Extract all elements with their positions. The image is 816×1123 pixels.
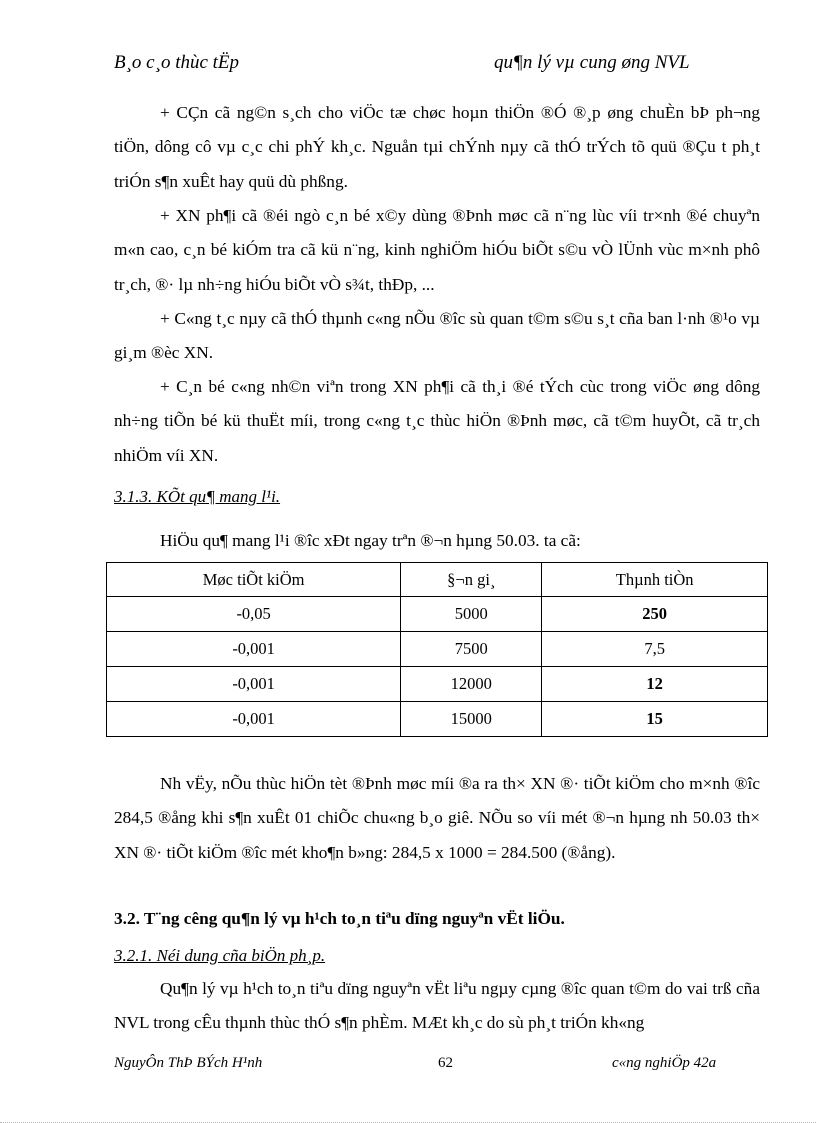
table-cell: -0,05 <box>107 597 401 632</box>
paragraph-management: Qu¶n lý vµ h¹ch to¸n tiªu dïng nguyªn vËt liªu ngµy cµng ®îc quan t©m do vai trß cña NVL trong cÊu thµnh thùc thÓ s¶n phÈm. MÆt kh¸c do sù ph¸t triÓn kh«ng <box>114 979 760 1033</box>
paragraph-leadership: + C«ng t¸c nµy cã thÓ thµnh c«ng nÕu ®îc sù quan t©m s©u s¸t cña ban l·nh ®¹o vµ gi¸m ®èc XN. <box>114 309 760 363</box>
table-cell: 7,5 <box>542 632 768 667</box>
table-cell: 15 <box>542 702 768 737</box>
table-header-row <box>107 563 768 597</box>
section-heading-3-1-3: 3.1.3. KÕt qu¶ mang l¹i. <box>114 487 281 506</box>
table-header-cell: Thµnh tiÒn <box>542 563 768 597</box>
table-cell: 250 <box>542 597 768 632</box>
table-row <box>107 702 768 737</box>
table-cell: 5000 <box>401 597 542 632</box>
table-row <box>107 597 768 632</box>
page-number: 62 <box>438 1055 453 1071</box>
header-left: B¸o c¸o thùc tËp <box>114 52 240 73</box>
header-right: qu¶n lý vµ cung øng NVL <box>494 52 690 73</box>
table-cell: 12 <box>542 667 768 702</box>
table-cell: 7500 <box>401 632 542 667</box>
table-row <box>107 632 768 667</box>
footer-class: c«ng nghiÖp 42a <box>612 1055 717 1071</box>
savings-table <box>106 562 768 737</box>
table-row <box>107 667 768 702</box>
table-cell: -0,001 <box>107 632 401 667</box>
table-header-cell: §¬n gi¸ <box>401 563 542 597</box>
paragraph-employees: + C¸n bé c«ng nh©n viªn trong XN ph¶i cã th¸i ®é tÝch cùc trong viÖc øng dông nh÷ng tiÕn bé kü thuËt míi, trong c«ng t¸c thùc hiÖn ®Þnh møc, cã t©m huyÕt, cã tr¸ch nhiÖm víi XN. <box>114 377 760 465</box>
table-header-cell: Møc tiÕt kiÖm <box>107 563 401 597</box>
paragraph-result: Nh vËy, nÕu thùc hiÖn tèt ®Þnh møc míi ®a ra th× XN ®· tiÕt kiÖm cho m×nh ®îc 284,5 ®ång khi s¶n xuÊt 01 chiÕc chu«ng b¸o giê. NÕu so víi mét ®¬n hµng nh 50.03 th× XN ®· tiÕt kiÖm ®îc mét kho¶n b»ng: 284,5 x 1000 = 284.500 (®ång). <box>114 774 760 862</box>
paragraph-intro: HiÖu qu¶ mang l¹i ®îc xÐt ngay trªn ®¬n hµng 50.03. ta cã: <box>160 531 581 550</box>
section-heading-3-2-1: 3.2.1. Néi dung cña biÖn ph¸p. <box>114 946 326 965</box>
table-cell: 15000 <box>401 702 542 737</box>
table-cell: -0,001 <box>107 702 401 737</box>
table-cell: -0,001 <box>107 667 401 702</box>
section-heading-3-2: 3.2. T¨ng cêng qu¶n lý vµ h¹ch to¸n tiªu dïng nguyªn vËt liÖu. <box>114 909 565 928</box>
footer-author: NguyÔn ThÞ BÝch H¹nh <box>114 1055 263 1071</box>
table-cell: 12000 <box>401 667 542 702</box>
paragraph-staff: + XN ph¶i cã ®éi ngò c¸n bé x©y dùng ®Þnh møc cã n¨ng lùc víi tr×nh ®é chuyªn m«n cao, c¸n bé kiÓm tra cã kü n¨ng, kinh nghiÖm hiÓu biÕt s©u vÒ lÜnh vùc m×nh phô tr¸ch, ®· lµ nh÷ng hiÓu biÕt vÒ s¾t, thÐp, ... <box>114 206 760 294</box>
paragraph-budget: + CÇn cã ng©n s¸ch cho viÖc tæ chøc hoµn thiÖn ®Ó ®¸p øng chuÈn bÞ ph¬ng tiÖn, dông cô vµ c¸c chi phÝ kh¸c. Nguån tµi chÝnh nµy cã thÓ trÝch tõ quü ®Çu t ph¸t triÓn s¶n xuÊt hay quü dù phßng. <box>114 103 760 191</box>
